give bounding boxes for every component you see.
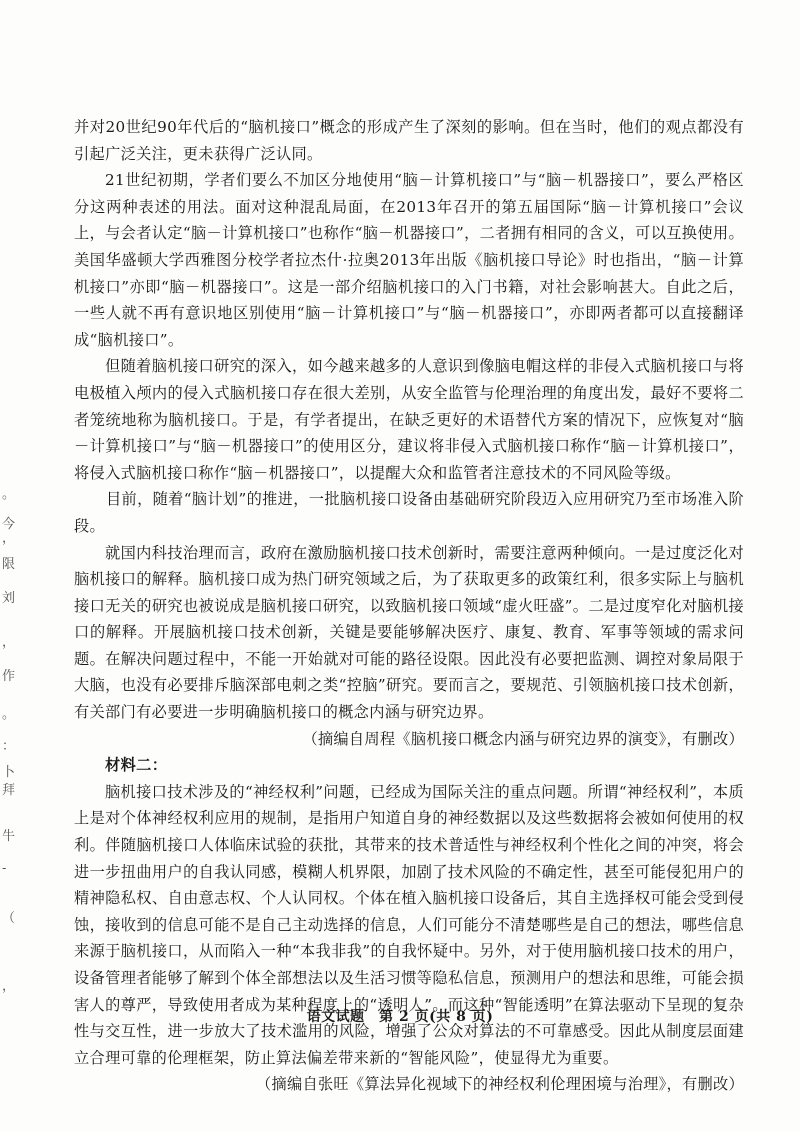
binding-margin-marks	[0, 300, 24, 1000]
margin-mark: 限	[2, 557, 16, 572]
paragraph-terms-usage: 21世纪初期，学者们要么不加区分地使用“脑－计算机接口”与“脑－机器接口”，要么严格区分这两种表述的用法。面对这种混乱局面，在2013年召开的第五届国际“脑－计算机接口”会议上，与会者认定“脑－计算机接口”也称作“脑－机器接口”，二者拥有相同的含义，可以互换使用。美国华盛顿大学西雅图分校学者拉杰什·拉奥2013年出版《脑机接口导论》时也指出，“脑－计算机接口”亦即“脑－机器接口”。这是一部介绍脑机接口的入门书籍，对社会影响甚大。自此之后，一些人就不再有意识地区别使用“脑－计算机接口”与“脑－机器接口”，亦即两者都可以直接翻译成“脑机接口”。	[74, 171, 744, 349]
margin-mark: 。	[2, 487, 16, 502]
paragraph-neuro-rights: 脑机接口技术涉及的“神经权利”问题，已经成为国际关注的重点问题。所谓“神经权利”，本质上是对个体神经权利应用的规制，是指用户知道自身的神经数据以及这些数据将会被如何使用的权利。伴随脑机接口人体临床试验的获批，其带来的技术普适性与神经权利个性化之间的冲突，将会进一步扭曲用户的自我认同感，模糊人机界限，加剧了技术风险的不确定性，甚至可能侵犯用户的精神隐私权、自由意志权、个人认同权。个体在植入脑机接口设备后，其自主选择权可能会受到侵蚀，接收到的信息可能不是自己主动选择的信息，人们可能分不清楚哪些是自己的想法，哪些信息来源于脑机接口，从而陷入一种“本我非我”的自我怀疑中。另外，对于使用脑机接口技术的用户，设备管理者能够了解到个体全部想法以及生活习惯等隐私信息，预测用户的想法和思维，可能会损害人的尊严，导致使用者成为某种程度上的“透明人”。而这种“智能透明”在算法驱动下呈现的复杂性与交互性，进一步放大了技术滥用的风险，增强了公众对算法的不可靠感受。因此从制度层面建立合理可靠的伦理框架，防止算法偏差带来新的“智能风险”，使显得尤为重要。	[74, 782, 744, 1067]
page-footer: 语文试题 第 2 页(共 8 页)	[306, 1009, 494, 1025]
margin-mark: ，	[2, 979, 16, 994]
margin-mark: 作	[2, 669, 16, 684]
margin-mark: 刘	[2, 591, 16, 606]
margin-mark: ，	[2, 531, 16, 546]
source-citation-one: （摘编自周程《脑机接口概念内涵与研究边界的演变》，有删改）	[302, 729, 744, 748]
margin-mark: 卜	[2, 765, 16, 780]
paragraph-continuation: 并对20世纪90年代后的“脑机接口”概念的形成产生了深刻的影响。但在当时，他们的观点都没有引起广泛关注，更未获得广泛认同。	[74, 118, 744, 163]
margin-mark: 拜	[2, 783, 16, 798]
paragraph-brain-project: 目前，随着“脑计划”的推进，一批脑机接口设备由基础研究阶段迈入应用研究乃至市场准入阶段。	[74, 490, 744, 535]
margin-mark: -	[2, 861, 7, 876]
margin-mark: 今	[2, 517, 16, 532]
margin-mark: ：	[2, 739, 16, 754]
paragraph-governance: 就国内科技治理而言，政府在激励脑机接口技术创新时，需要注意两种倾向。一是过度泛化对脑机接口的解释。脑机接口成为热门研究领域之后，为了获取更多的政策红利，很多实际上与脑机接口无关的研究也被说成是脑机接口研究，以致脑机接口领域“虚火旺盛”。二是过度窄化对脑机接口的解释。开展脑机接口技术创新，关键是要能够解决医疗、康复、教育、军事等领域的需求问题。在解决问题过程中，不能一开始就对可能的路径设限。因此没有必要把监测、调控对象局限于大脑，也没有必要排斥脑深部电刺之类“控脑”研究。要而言之，要规范、引领脑机接口技术创新，有关部门有必要进一步明确脑机接口的概念内涵与研究边界。	[74, 543, 744, 722]
margin-mark: ，	[2, 635, 16, 650]
margin-mark: 。	[2, 707, 16, 722]
margin-mark: 牛	[2, 829, 16, 844]
paragraph-risk-distinction: 但随着脑机接口研究的深入，如今越来越多的人意识到像脑电帽这样的非侵入式脑机接口与将电极植入颅内的侵入式脑机接口存在很大差别，从安全监管与伦理治理的角度出发，最好不要将二者笼统地称为脑机接口。于是，有学者提出，在缺乏更好的术语替代方案的情况下，应恢复对“脑－计算机接口”与“脑－机器接口”的使用区分，建议将非侵入式脑机接口称作“脑－计算机接口”，将侵入式脑机接口称作“脑－机器接口”，以提醒大众和监管者注意技术的不同风险等级。	[74, 357, 744, 482]
margin-mark: （	[2, 911, 16, 926]
material-one-body	[74, 114, 744, 1098]
source-citation-two: （摘编自张旺《算法异化视域下的神经权利伦理困境与治理》，有删改）	[256, 1075, 744, 1094]
material-two-heading: 材料二：	[105, 756, 168, 775]
